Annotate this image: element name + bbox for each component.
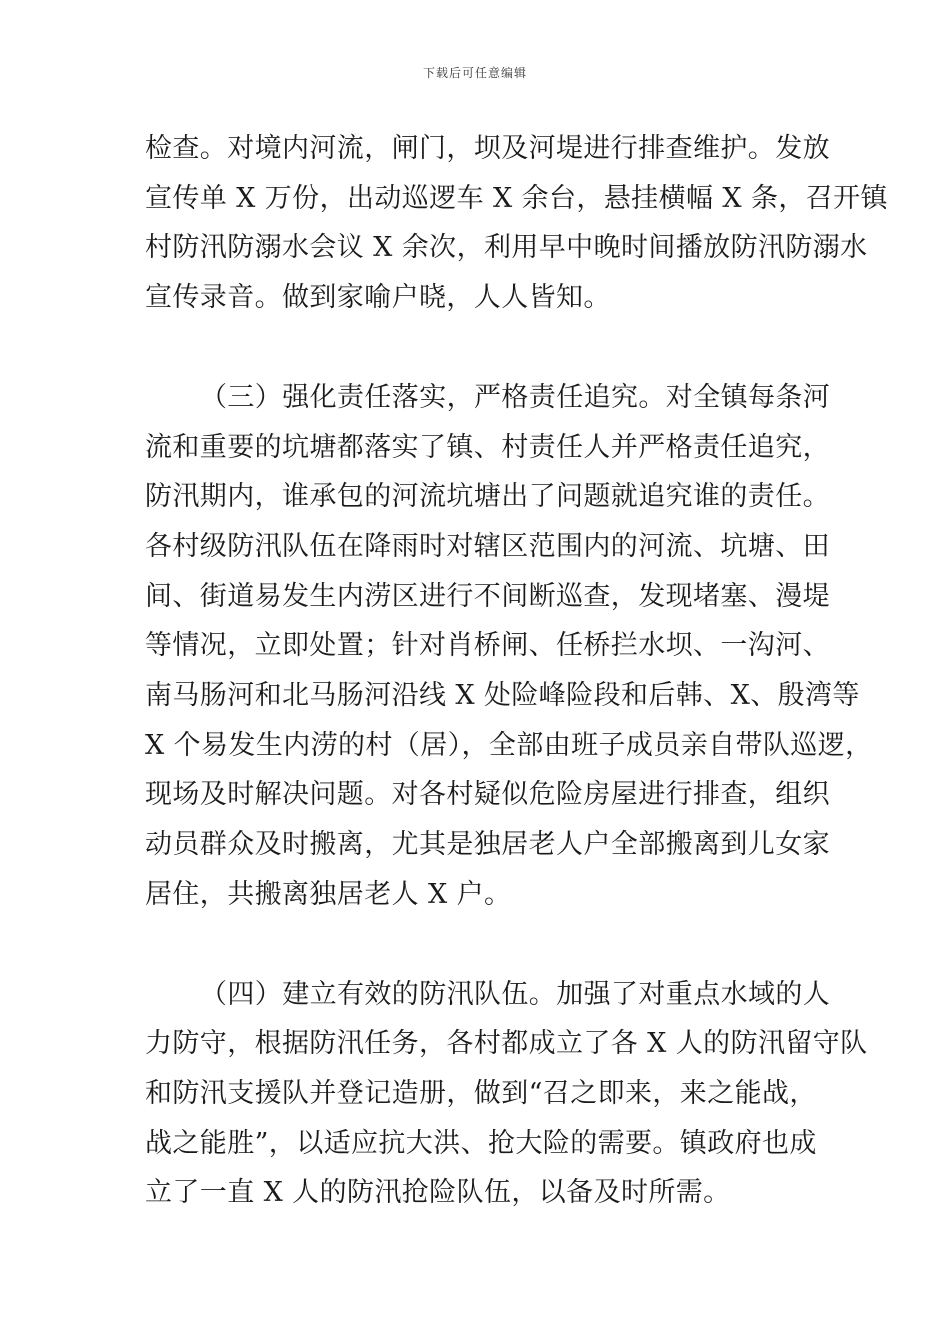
- paragraph-line: 南马肠河和北马肠河沿线 X 处险峰险段和后韩、X、殷湾等: [145, 680, 860, 712]
- paragraph-line: 和防汛支援队并登记造册，做到“召之即来，来之能战，: [145, 1077, 817, 1109]
- paragraph-heading-line: （四）建立有效的防汛队伍。加强了对重点水域的人: [200, 978, 831, 1010]
- paragraph-line: 村防汛防溺水会议 X 余次，利用早中晚时间播放防汛防溺水: [145, 232, 868, 264]
- paragraph-line: 间、街道易发生内涝区进行不间断巡查，发现堵塞、漫堤: [145, 580, 830, 612]
- paragraph-responsibility: [145, 373, 873, 920]
- paragraph-spacer: [145, 323, 815, 373]
- paragraph-line: 现场及时解决问题。对各村疑似危险房屋进行排查，组织: [145, 779, 830, 811]
- page-header-note: 下载后可任意编辑: [422, 66, 527, 80]
- paragraph-line: 等情况，立即处置；针对肖桥闸、任桥拦水坝、一沟河、: [145, 630, 830, 662]
- paragraph-spacer: [145, 920, 815, 970]
- paragraph-flood-team: [145, 970, 868, 1219]
- paragraph-line: 流和重要的坑塘都落实了镇、村责任人并严格责任追究，: [145, 431, 830, 463]
- paragraph-heading-line: （三）强化责任落实，严格责任追究。对全镇每条河: [200, 381, 831, 413]
- paragraph-line: 防汛期内，谁承包的河流坑塘出了问题就追究谁的责任。: [145, 481, 830, 513]
- paragraph-line: 居住，共搬离独居老人 X 户。: [145, 878, 512, 910]
- document-body: [145, 124, 888, 1218]
- paragraph-line: 力防守，根据防汛任务，各村都成立了各 X 人的防汛留守队: [145, 1028, 868, 1060]
- paragraph-line: 检查。对境内河流，闸门，坝及河堤进行排查维护。发放: [145, 133, 830, 164]
- paragraph-line: X 个易发生内涝的村（居），全部由班子成员亲自带队巡逻，: [145, 729, 873, 761]
- paragraph-inspection: [145, 124, 888, 323]
- paragraph-line: 各村级防汛队伍在降雨时对辖区范围内的河流、坑塘、田: [145, 530, 830, 562]
- paragraph-line: 宣传单 X 万份，出动巡逻车 X 余台，悬挂横幅 X 条，召开镇: [145, 182, 888, 214]
- paragraph-line: 动员群众及时搬离，尤其是独居老人户全部搬离到儿女家: [145, 829, 830, 861]
- paragraph-line: 宣传录音。做到家喻户晓，人人皆知。: [145, 282, 611, 314]
- paragraph-line: 战之能胜”，以适应抗大洪、抢大险的需要。镇政府也成: [145, 1127, 817, 1159]
- paragraph-line: 立了一直 X 人的防汛抢险队伍，以备及时所需。: [145, 1177, 731, 1209]
